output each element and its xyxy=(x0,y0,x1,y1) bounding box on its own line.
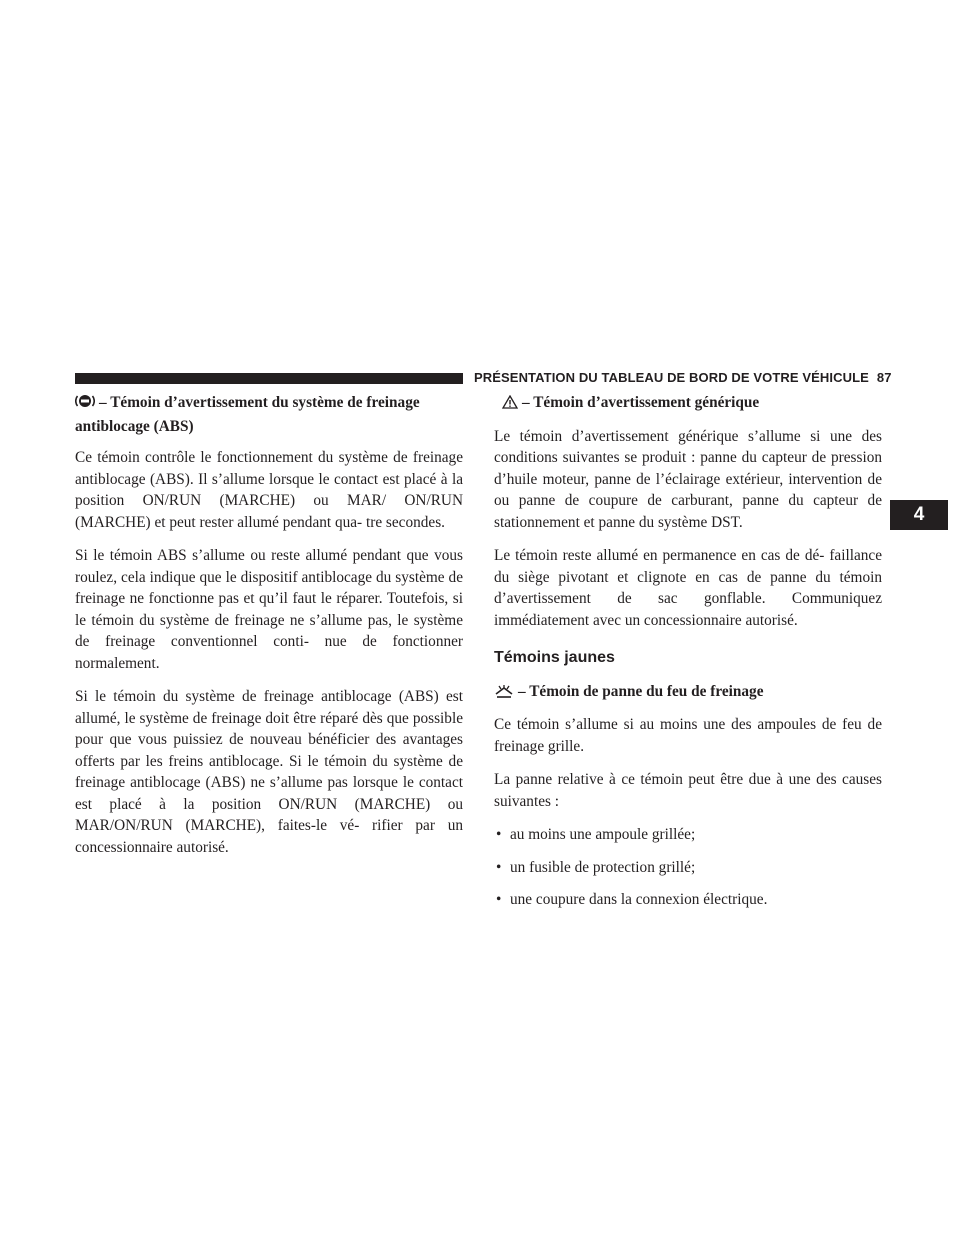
brake-light-heading-text: – Témoin de panne du feu de freinage xyxy=(518,682,764,700)
left-column xyxy=(75,392,463,870)
brake-light-paragraph-2: La panne relative à ce témoin peut être due à une des causes suivantes : xyxy=(494,771,882,810)
page-number: 87 xyxy=(876,370,892,385)
list-item-text: au moins une ampoule grillée; xyxy=(510,826,696,843)
abs-warning-icon xyxy=(75,393,95,416)
list-item-text: un fusible de protection grillé; xyxy=(510,858,696,876)
brake-light-paragraph-1: Ce témoin s’allume si au moins une des ampoules de feu de freinage grille. xyxy=(494,716,882,755)
triangle-warning-icon xyxy=(502,394,518,416)
list-item-text: une coupure dans la connexion électrique. xyxy=(510,891,768,908)
abs-heading xyxy=(75,392,463,437)
right-column xyxy=(494,392,882,922)
brake-lamp-failure-icon xyxy=(494,683,514,705)
list-item xyxy=(494,857,882,879)
brake-light-heading xyxy=(494,681,882,705)
abs-paragraph-2: Si le témoin ABS s’allume ou reste allumé pendant que vous roulez, cela indique que le dispositif antiblocage du système de freinage ne fonctionne pas et qu’il faut le réparer. Toutefois, si le témoin du système de freinage ne s’allume pas, le système de freinage conventionnel conti- nue de fonctionner normalement. xyxy=(75,547,463,672)
abs-paragraph-1: Ce témoin contrôle le fonctionnement du système de freinage antiblocage (ABS). Il s’allume lorsque le contact est placé à la position ON/RUN (MARCHE) ou MAR/ ON/RUN (MARCHE) et peut rester allumé pendant qua- tre secondes. xyxy=(75,449,463,531)
bullet: • xyxy=(496,826,502,843)
header-section-title: PRÉSENTATION DU TABLEAU DE BORD DE VOTRE VÉHICULE xyxy=(474,370,869,385)
bullet: • xyxy=(496,858,502,876)
list-item xyxy=(494,824,882,846)
generic-paragraph-2: Le témoin reste allumé en permanence en cas de dé- faillance du siège pivotant et clignote en cas de panne du témoin d’avertissement de sac gonflable. Communiquez immédiatement avec un concessionnaire autorisé. xyxy=(494,547,882,629)
section-title-yellow-lights: Témoins jaunes xyxy=(494,649,615,666)
generic-paragraph-1: Le témoin d’avertissement générique s’allume si une des conditions suivantes se produit : panne du capteur de pression d’huile moteur, panne de l’éclairage extérieur, intervention de ou panne de coupure de carburant, panne du capteur de stationnement et panne du système DST. xyxy=(494,427,882,531)
abs-heading-text: – Témoin d’avertissement du système de freinage antiblocage (ABS) xyxy=(75,394,420,435)
bullet: • xyxy=(496,891,502,908)
generic-warning-heading xyxy=(494,392,882,416)
chapter-tab: 4 xyxy=(890,500,948,530)
running-header xyxy=(474,368,892,388)
list-item xyxy=(494,889,882,911)
causes-list xyxy=(494,824,882,911)
header-rule xyxy=(75,373,463,384)
abs-paragraph-3: Si le témoin du système de freinage antiblocage (ABS) est allumé, le système de freinage doit être réparé dès que possible pour que vous puissiez de nouveau bénéficier des avantages offerts par les freins antiblocage. Si le témoin du système de freinage antiblocage (ABS) ne s’allume pas lorsque le contact est placé à la position ON/RUN (MARCHE) ou MAR/ON/RUN (MARCHE), faites-le vé- rifier par un concessionnaire autorisé. xyxy=(75,688,463,856)
generic-warning-heading-text: – Témoin d’avertissement générique xyxy=(522,394,760,411)
